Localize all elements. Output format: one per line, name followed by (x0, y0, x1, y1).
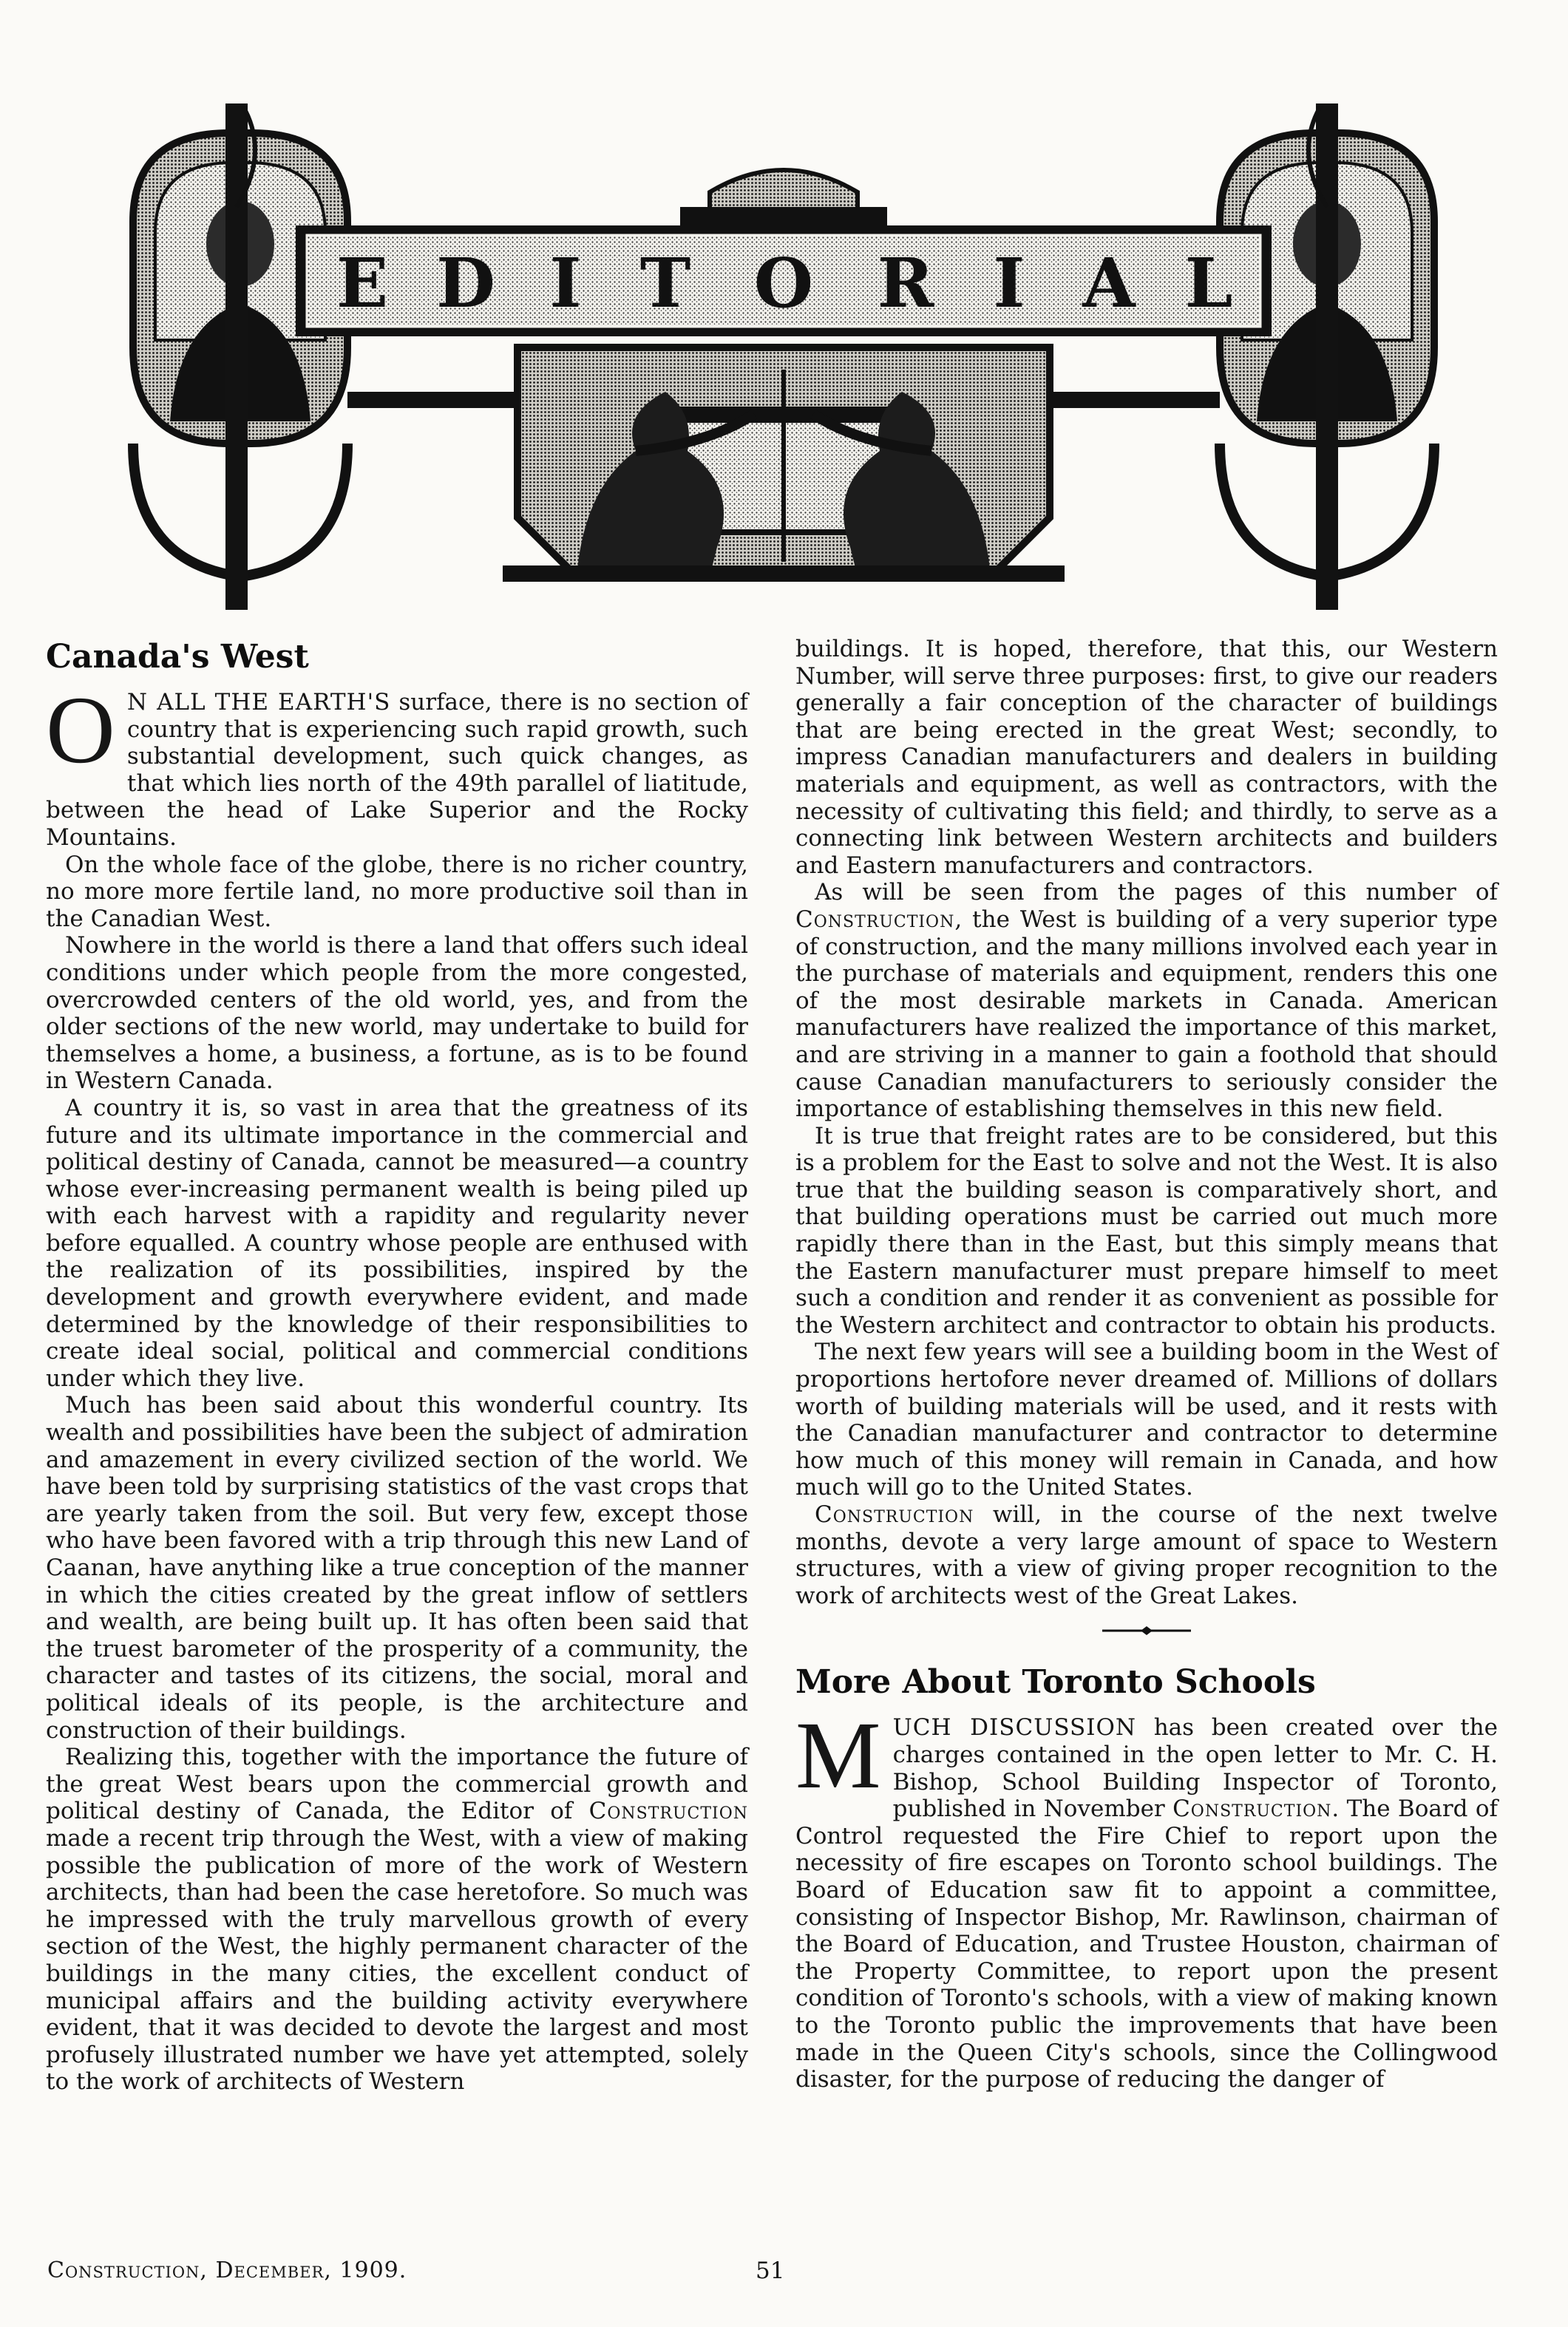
article1-paragraph-5: Much has been said about this wonderful country. Its wealth and possibilities have been the subject of admiration and amazement in every civilized section of the world. We have been told by surprising statistics of the vast crops that are yearly taken from the soil. But very few, except those who have been favored with a trip through this new Land of Caanan, have anything like a true conception of the manner in which the cities created by the great inflow of settlers and wealth, are being built up. It has often been said that the truest barometer of the prosperity of a community, the character and tastes of its citizens, the social, moral and political ideals of its people, is the architecture and construction of their buildings. (46, 1392, 748, 1744)
article1-paragraph-1 (46, 677, 748, 852)
left-medallion (133, 103, 347, 610)
article1-p6-text-b: made a recent trip through the West, with a view of making possible the publication of more of the work of Western architects, than had been the case heretofore. So much was he impressed with the truly marvellous growth of every section of the West, the highly permanent character of the buildings in the many cities, the excellent conduct of municipal affairs and the building activity everywhere evident, that it was decided to devote the largest and most profusely illustrated number we have yet attempted, solely to the work of architects of Western (46, 1824, 748, 2096)
article1-paragraph-10: The next few years will see a building boom in the West of proportions hertofore never dreamed of. Millions of dollars worth of building materials will be used, and it rests with the Canadian manufacturer and contractor to determine how much of this money will remain in Canada, and how much will go to the United States. (795, 1339, 1498, 1501)
article-title-canadas-west: Canada's West (46, 638, 309, 676)
article1-paragraph-3: Nowhere in the world is there a land that offers such ideal conditions under which people from the more congested, overcrowded centers of the old world, yes, and from the older sections of the new world, may undertake to build for themselves a home, a business, a fortune, as is to be found in Western Canada. (46, 932, 748, 1095)
article1-paragraph-6 (46, 1744, 748, 2096)
banner-letter-o: O (753, 243, 814, 323)
banner-letter-t: T (639, 243, 691, 323)
editorial-banner-illustration (103, 103, 1464, 614)
article1-lead-in: N ALL THE EARTH'S (126, 689, 391, 716)
article1-p8-text-a: As will be seen from the pages of this number of (815, 879, 1498, 906)
section-divider-ornament (1102, 1625, 1191, 1636)
banner-letter-d: D (436, 243, 495, 323)
article1-paragraph-7: buildings. It is hoped, therefore, that this, our Western Number, will serve three purposes: first, to give our readers generally a fair conception of the character of buildings that are being erected in the great West; secondly, to impress Canadian manufacturers and dealers in building materials and equipment, as well as contractors, with the necessity of cultivating this field; and thirdly, to serve as a connecting link between Western architects and builders and Eastern manufacturers and contractors. (795, 636, 1498, 879)
article2-lead-in: UCH DISCUSSION (892, 1714, 1137, 1742)
drop-cap-o: O (46, 677, 115, 784)
magazine-name: Construction (815, 1501, 974, 1528)
banner-letter-i2: I (993, 243, 1025, 323)
left-column (46, 636, 748, 2096)
article2-p1-text-b: . The Board of Control requested the Fire Chief to report upon the necessity of fire escapes on Toronto school buildings. The Board of Education saw fit to appoint a committee, consisting of Inspector Bishop, Mr. Rawlinson, chairman of the Board of Education, and Trustee Houston, chairman of the Property Committee, to report upon the present condition of Toronto's schools, with a view of making known to the Toronto public the improvements that have been made in the Queen City's schools, since the Collingwood disaster, for the purpose of reducing the danger of (795, 1796, 1498, 2093)
banner-letter-r: R (877, 243, 934, 323)
right-column (795, 636, 1498, 2093)
publication-footer: Construction, December, 1909. (47, 2258, 407, 2283)
article1-paragraph-2: On the whole face of the globe, there is no richer country, no more more fertile land, no more productive soil than in the Canadian West. (46, 851, 748, 932)
top-ornament (680, 170, 887, 229)
article1-paragraph-11 (795, 1501, 1498, 1609)
magazine-name: Construction (1172, 1796, 1332, 1823)
right-medallion (1220, 103, 1434, 610)
article1-paragraph-4: A country it is, so vast in area that the greatness of its future and its ultimate importance in the commercial and political destiny of Canada, cannot be measured—a country whose ever-increasing permanent wealth is being piled up with each harvest with a rapidity and regularity never before equalled. A country whose people are enthused with the realization of its possibilities, inspired by the development and growth everywhere evident, and made determined by the knowledge of their responsibilities to create ideal social, political and commercial conditions under which they live. (46, 1094, 748, 1392)
article1-p1-text: surface, there is no section of country that is experiencing such rapid growth, such substantial development, such quick changes, as that which lies north of the 49th parallel of liatitude, between the head of Lake Superior and the Rocky Mountains. (46, 689, 748, 851)
article1-paragraph-8 (795, 879, 1498, 1122)
banner-letter-e: E (336, 243, 389, 323)
article-title-toronto-schools: More About Toronto Schools (795, 1663, 1316, 1702)
central-scene (503, 347, 1065, 582)
banner-letter-a: A (1082, 243, 1136, 323)
drop-cap-m: M (795, 1702, 881, 1810)
article1-paragraph-9: It is true that freight rates are to be considered, but this is a problem for the East to solve and not the West. It is also true that the building season is comparatively short, and that building operations must be carried out much more rapidly there than in the East, but this simply means that the Eastern manufacturer must prepare himself to meet such a condition and render it as convenient as possible for the Western architect and contractor to obtain his products. (795, 1122, 1498, 1339)
magazine-name: Construction (795, 906, 955, 933)
article2-paragraph-1 (795, 1702, 1498, 2093)
banner-letter-l: L (1184, 243, 1233, 323)
article1-p8-text-b: , the West is building of a very superior type of construction, and the many millions involved each year in the purchase of materials and equipment, renders this one of the most desirable markets in Canada. American manufacturers have realized the importance of this market, and are striving in a manner to gain a foothold that should cause Canadian manufacturers to seriously consider the importance of establishing themselves in this new field. (795, 906, 1498, 1123)
editorial-title-panel (296, 225, 1272, 336)
banner-letter-i: I (549, 243, 582, 323)
article1-p11-text: will, in the course of the next twelve months, devote a very large amount of space to Western structures, with a view of giving proper recognition to the work of architects west of the Great Lakes. (795, 1501, 1498, 1609)
page-number: 51 (756, 2258, 785, 2284)
article1-p6-text-a: Realizing this, together with the importance the future of the great West bears upon the commercial growth and political destiny of Canada, the Editor of (46, 1744, 748, 1825)
magazine-name: Construction (588, 1798, 748, 1825)
article2-p1-text-a: has been created over the charges contained in the open letter to Mr. C. H. Bishop, School Building Inspector of Toronto, published in November (892, 1714, 1498, 1823)
